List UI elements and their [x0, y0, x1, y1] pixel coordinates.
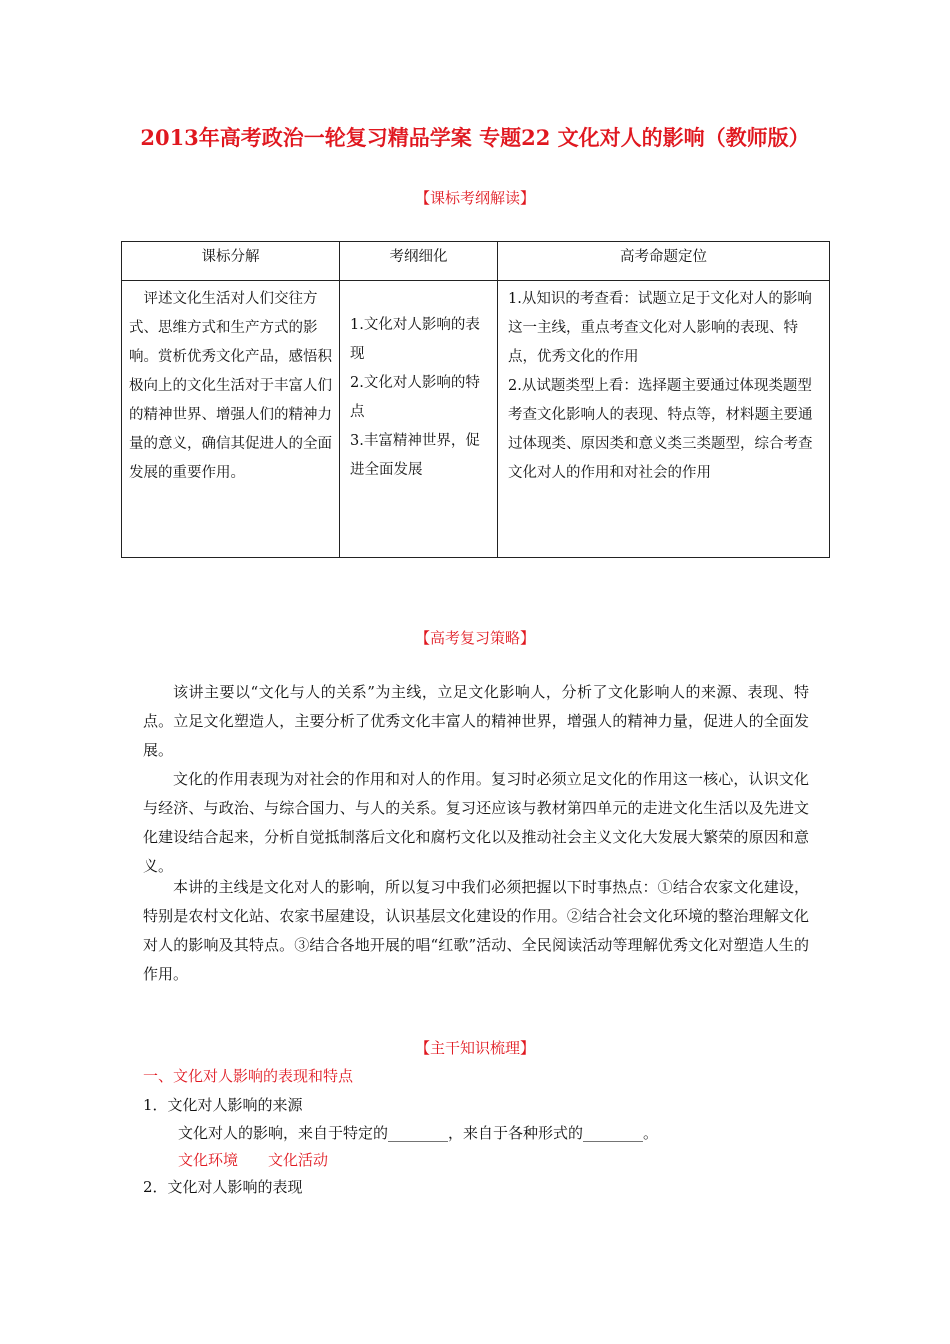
knowledge-item: 1．文化对人影响的来源 [143, 1096, 303, 1114]
outline-item: 1.文化对人影响的表现 [350, 317, 480, 362]
outline-item: 3.丰富精神世界，促进全面发展 [350, 433, 480, 478]
table-header-cell: 高考命题定位 [498, 242, 830, 281]
section-heading-knowledge: 【主干知识梳理】 [414, 1039, 535, 1057]
table-cell-exam-positioning [498, 281, 830, 558]
positioning-item: 2.从试题类型上看：选择题主要通过体现类题型考查文化影响人的表现、特点等，材料题主要通过体现类、原因类和意义类三类题型，综合考查文化对人的作用和对社会的作用 [508, 378, 813, 481]
positioning-item: 1.从知识的考查看：试题立足于文化对人的影响这一主线，重点考查文化对人影响的表现、特点，优秀文化的作用 [508, 291, 812, 365]
section-heading-strategy: 【高考复习策略】 [414, 629, 535, 647]
table-header-cell: 课标分解 [122, 242, 340, 281]
table-cell-curriculum: 评述文化生活对人们交往方式、思维方式和生产方式的影响。赏析优秀文化产品，感悟积极向上的文化生活对于丰富人们的精神世界、增强人们的精神力量的意义，确信其促进人的全面发展的重要作用。 [122, 281, 340, 558]
strategy-paragraph: 文化的作用表现为对社会的作用和对人的作用。复习时必须立足文化的作用这一核心，认识文化与经济、与政治、与综合国力、与人的关系。复习还应该与教材第四单元的走进文化生活以及先进文化建设结合起来，分析自觉抵制落后文化和腐朽文化以及推动社会主义文化大发展大繁荣的原因和意义。 [143, 770, 809, 875]
outline-table [121, 241, 830, 558]
fill-blank-answer: 文化环境 文化活动 [178, 1151, 329, 1169]
page-title: 2013年高考政治一轮复习精品学案 专题22 文化对人的影响（教师版） [140, 125, 810, 150]
table-cell-outline [340, 281, 498, 558]
table-header-row [122, 242, 830, 281]
strategy-paragraph: 该讲主要以“文化与人的关系”为主线，立足文化影响人，分析了文化影响人的来源、表现、特点。立足文化塑造人，主要分析了优秀文化丰富人的精神世界，增强人的精神力量，促进人的全面发展。 [143, 683, 809, 759]
section-heading-outline: 【课标考纲解读】 [414, 189, 535, 207]
knowledge-item: 2．文化对人影响的表现 [143, 1178, 303, 1196]
subheading: 一、文化对人影响的表现和特点 [143, 1067, 354, 1085]
strategy-paragraph: 本讲的主线是文化对人的影响，所以复习中我们必须把握以下时事热点：①结合农家文化建设，特别是农村文化站、农家书屋建设，认识基层文化建设的作用。②结合社会文化环境的整治理解文化对人的影响及其特点。③结合各地开展的唱“红歌”活动、全民阅读活动等理解优秀文化对塑造人生的作用。 [143, 878, 809, 983]
table-header-cell: 考纲细化 [340, 242, 498, 281]
fill-blank-sentence: 文化对人的影响，来自于特定的________，来自于各种形式的________。 [178, 1124, 659, 1142]
table-row [122, 281, 830, 558]
outline-item: 2.文化对人影响的特点 [350, 375, 480, 420]
